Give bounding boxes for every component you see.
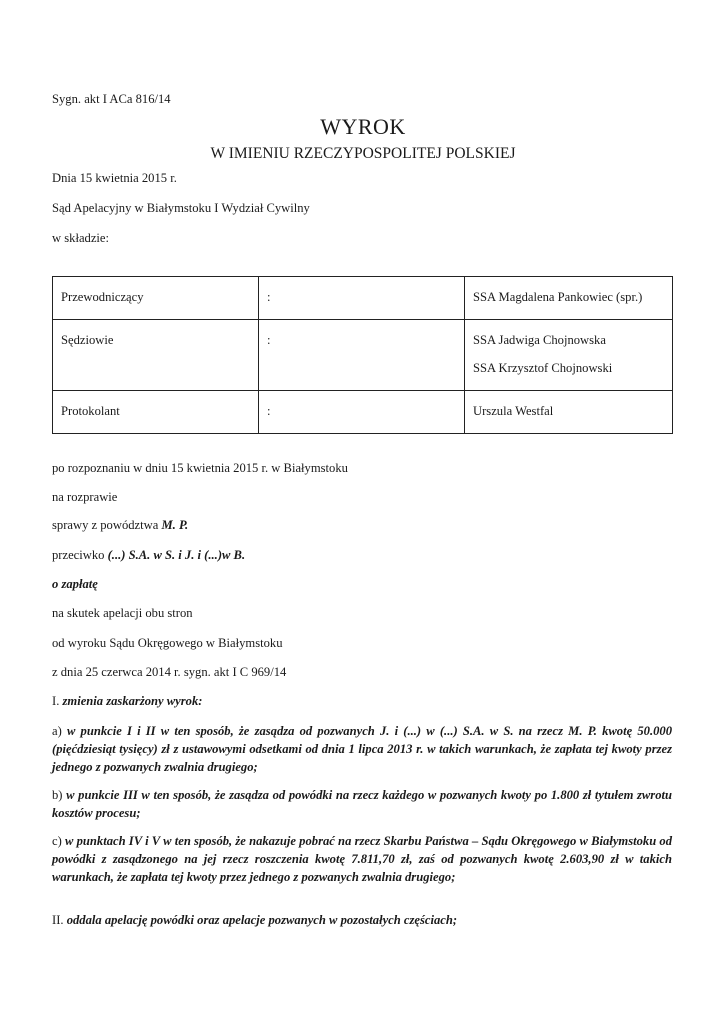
point-text: w punkcie III w ten sposób, że zasądza od powódki na rzecz każdego w pozwanych kwoty po 1.800 zł tytułem zwrotu kosztów procesu; — [52, 788, 672, 820]
claimant-name: M. P. — [161, 518, 189, 532]
point-text: zmienia zaskarżony wyrok: — [62, 694, 203, 708]
session-line: na rozprawie — [52, 490, 118, 504]
against-prefix: przeciwko — [52, 548, 108, 562]
defendants-names: (...) S.A. w S. i J. i (...)w B. — [107, 548, 246, 562]
name-cell: SSA Krzysztof Chojnowski — [473, 361, 613, 375]
name-cell: SSA Jadwiga Chojnowska — [473, 333, 606, 347]
claimant-line — [52, 518, 188, 533]
role-cell: Protokolant — [61, 404, 120, 418]
composition-label: w składzie: — [52, 231, 110, 245]
ruling-point-1 — [52, 694, 202, 709]
table-row — [53, 277, 673, 320]
claim-prefix: sprawy z powództwa — [52, 518, 162, 532]
table-row — [53, 391, 673, 434]
point-text: oddala apelację powódki oraz apelacje pozwanych w pozostałych częściach; — [66, 913, 458, 927]
name-cell: SSA Magdalena Pankowiec (spr.) — [473, 290, 643, 304]
defendants-line — [52, 548, 245, 563]
point-label: b) — [52, 788, 67, 802]
table-row — [53, 320, 673, 391]
document-title: WYROK — [320, 114, 406, 139]
separator-cell: : — [267, 333, 271, 347]
point-label: a) — [52, 724, 67, 738]
role-cell: Przewodniczący — [61, 290, 144, 304]
role-cell: Sędziowie — [61, 333, 114, 347]
judgment-of-line: od wyroku Sądu Okręgowego w Białymstoku — [52, 636, 283, 650]
separator-cell: : — [267, 290, 271, 304]
separator-cell: : — [267, 404, 271, 418]
hearing-line: po rozpoznaniu w dniu 15 kwietnia 2015 r. w Białymstoku — [52, 461, 348, 475]
point-text: w punkcie I i II w ten sposób, że zasądza od pozwanych J. i (...) w (...) S.A. w S. na rzecz M. P. kwotę 50.000 (pięćdziesiąt tysięcy) zł z ustawowymi odsetkami od dnia 1 lipca 2013 r. w takich warunkach, że zapłata tej kwoty przez jednego z pozwanych zwalnia drugiego; — [52, 724, 672, 774]
document-subtitle: W IMIENIU RZECZYPOSPOLITEJ POLSKIEJ — [210, 145, 516, 162]
point-number: I. — [52, 694, 63, 708]
point-text: w punktach IV i V w ten sposób, że nakazuje pobrać na rzecz Skarbu Państwa – Sądu Okręgowego w Białymstoku od powódki z zasądzonego na jej rzecz roszczenia kwotę 7.811,70 zł, zaś od pozwanych kwotę 2.603,90 zł w takich warunkach, że zapłata tej kwoty przez jednego z pozwanych zwalnia drugiego; — [52, 834, 672, 884]
point-label: c) — [52, 834, 65, 848]
point-number: II. — [52, 913, 67, 927]
ruling-point-b — [52, 786, 672, 822]
verdict-date: Dnia 15 kwietnia 2015 r. — [52, 171, 177, 185]
court-name: Sąd Apelacyjny w Białymstoku I Wydział Cywilny — [52, 201, 310, 215]
appeal-line: na skutek apelacji obu stron — [52, 606, 193, 620]
composition-table — [52, 276, 673, 434]
ruling-point-c — [52, 832, 672, 886]
subject-line: o zapłatę — [52, 577, 98, 591]
ruling-point-a — [52, 722, 672, 776]
judgment-date-line: z dnia 25 czerwca 2014 r. sygn. akt I C 969/14 — [52, 665, 287, 679]
name-cell: Urszula Westfal — [473, 404, 554, 418]
ruling-point-2 — [52, 913, 457, 928]
case-signature: Sygn. akt I ACa 816/14 — [52, 92, 171, 106]
